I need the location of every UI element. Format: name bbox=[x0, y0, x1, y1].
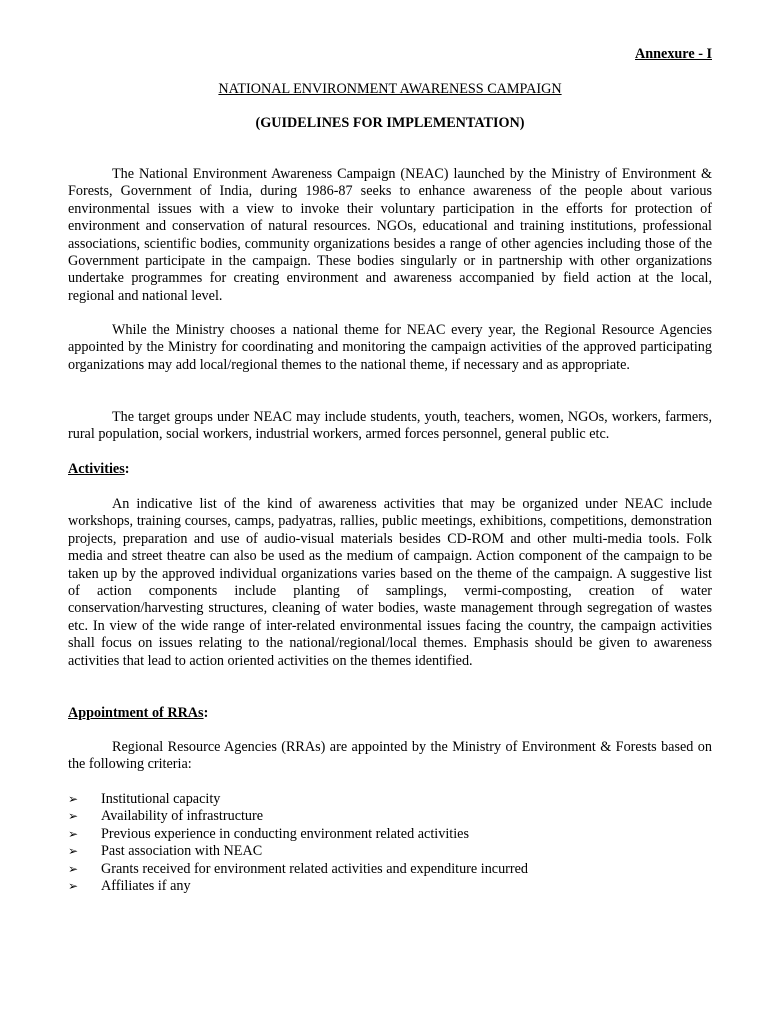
criteria-item-text: Institutional capacity bbox=[101, 791, 221, 807]
criteria-item-text: Availability of infrastructure bbox=[101, 808, 264, 825]
activities-heading bbox=[68, 461, 129, 478]
intro-paragraph: The National Environment Awareness Campaign (NEAC) launched by the Ministry of Environment & Forests, Government of India, during 1986-87 seeks to enhance awareness of the people about various environmental issues with a view to invoke their voluntary participation in the efforts for protection of environment and conservation of natural resources. NGOs, educational and training institutions, professional associations, scientific bodies, community organizations besides a range of other agencies including those of the Government participate in the campaign. These bodies singularly or in partnership with other organizations undertake programmes for creating environment and awareness accompanied by field action at the local, regional and national level. bbox=[68, 166, 712, 304]
criteria-item-text: Affiliates if any bbox=[101, 877, 191, 894]
arrow-bullet-icon: ➢ bbox=[68, 861, 79, 876]
criteria-item-text: Previous experience in conducting environment related activities bbox=[101, 825, 469, 842]
arrow-bullet-icon: ➢ bbox=[68, 878, 79, 893]
arrow-bullet-icon: ➢ bbox=[68, 826, 79, 841]
rra-heading bbox=[68, 705, 208, 722]
page-title: NATIONAL ENVIRONMENT AWARENESS CAMPAIGN bbox=[218, 81, 562, 97]
annexure-label: Annexure - I bbox=[635, 46, 712, 62]
criteria-item-text: Past association with NEAC bbox=[101, 843, 263, 860]
target-groups-paragraph: The target groups under NEAC may include students, youth, teachers, women, NGOs, workers, farmers, rural population, social workers, industrial workers, armed forces personnel, general public etc. bbox=[68, 409, 712, 443]
theme-paragraph: While the Ministry chooses a national theme for NEAC every year, the Regional Resource Agencies appointed by the Ministry for coordinating and monitoring the campaign activities of the approved participating organizations may add local/regional themes to the national theme, if necessary and as appropriate. bbox=[68, 322, 712, 373]
arrow-bullet-icon: ➢ bbox=[68, 844, 79, 859]
rra-heading-colon: : bbox=[203, 705, 209, 721]
activities-heading-text: Activities bbox=[68, 461, 125, 477]
rra-paragraph: Regional Resource Agencies (RRAs) are appointed by the Ministry of Environment & Forests based on the following criteria: bbox=[68, 739, 712, 773]
activities-heading-colon: : bbox=[124, 461, 130, 477]
page-subtitle: (GUIDELINES FOR IMPLEMENTATION) bbox=[255, 115, 525, 131]
rra-heading-text: Appointment of RRAs bbox=[68, 705, 204, 721]
arrow-bullet-icon: ➢ bbox=[68, 809, 79, 824]
criteria-item-text: Grants received for environment related activities and expenditure incurred bbox=[101, 860, 529, 877]
arrow-bullet-icon: ➢ bbox=[68, 792, 79, 806]
activities-paragraph: An indicative list of the kind of awareness activities that may be organized under NEAC include workshops, training courses, camps, padyatras, rallies, public meetings, exhibitions, competitions, demonstration projects, preparation and use of audio-visual materials besides CD-ROM and other multi-media tools. Folk media and street theatre can also be used as the medium of campaign. Action component of the campaign to be taken up by the approved individual organizations varies based on the theme of the campaign. A suggestive list of action components include planting of samplings, vermi-composting, creation of water conservation/harvesting structures, cleaning of water bodies, waste management through segregation of wastes etc. In view of the wide range of inter-related environmental issues facing the country, the campaign activities shall focus on issues relating to the national/regional/local themes. Emphasis should be given to awareness activities that lead to action oriented activities on the themes identified. bbox=[68, 496, 712, 669]
